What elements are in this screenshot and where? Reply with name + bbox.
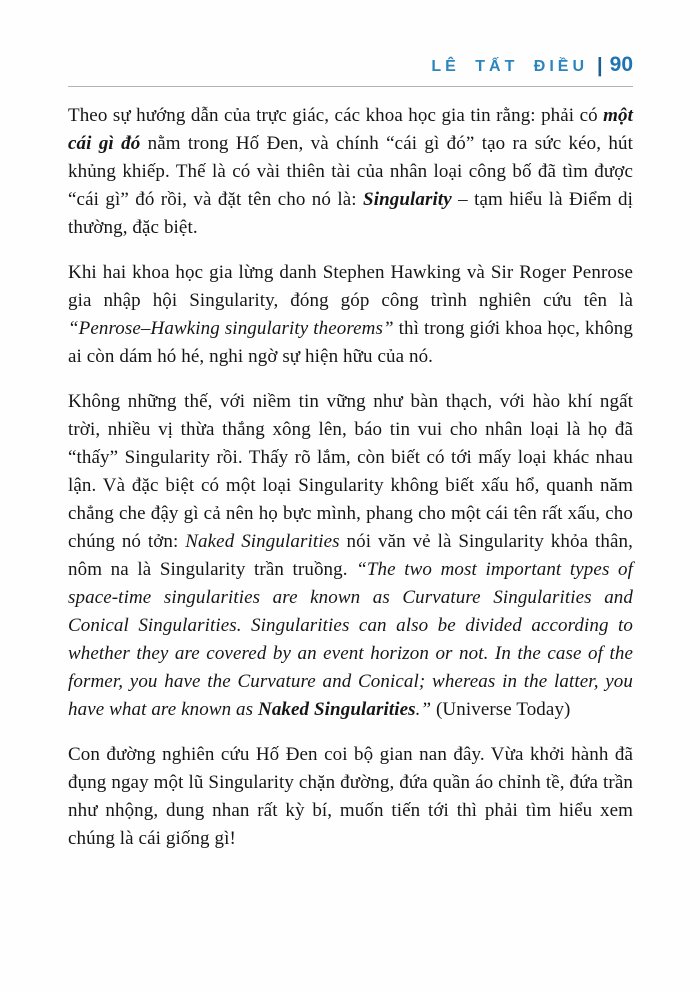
header-rule [68, 86, 633, 87]
running-head-author: LÊ TẤT ĐIỀU [431, 58, 589, 75]
page-number: 90 [609, 53, 633, 76]
text-run: Con đường nghiên cứu Hố Đen coi bộ gian nan đây. Vừa khởi hành đã đụng ngay một lũ Singularity chặn đường, đứa quần áo chỉnh tề, đứa trần như nhộng, dung nhan rất kỳ bí, muốn tiến tới thì phải tìm hiểu xem chúng là cái giống gì! [68, 744, 633, 849]
text-run: Khi hai khoa học gia lừng danh Stephen Hawking và Sir Roger Penrose gia nhập hội Singularity, đóng góp công trình nghiên cứu tên là [68, 262, 633, 311]
text-run: .” [415, 699, 432, 720]
text-run: Singularity [363, 189, 452, 210]
text-run: Theo sự hướng dẫn của trực giác, các khoa học gia tin rằng: phải có [68, 105, 604, 126]
page-body [68, 102, 633, 853]
paragraph-3 [68, 388, 633, 724]
text-run: một cái gì đó [68, 105, 633, 154]
text-run: Naked Singularities [258, 699, 416, 720]
text-run: – tạm hiểu là Điểm dị thường, đặc biệt. [68, 189, 634, 238]
paragraph-4 [68, 741, 633, 853]
text-run: Không những thế, với niềm tin vững như bàn thạch, với hào khí ngất trời, nhiều vị thừa thắng xông lên, báo tin vui cho nhân loại là họ đã “thấy” Singularity rồi. Thấy rõ lắm, còn biết có tới mấy loại khác nhau lận. Và đặc biệt có một loại Singularity không biết xấu hổ, quanh năm chẳng che đậy gì cả nên họ bực mình, phang cho một cái tên rất xấu, cho chúng nó tởn: [68, 391, 633, 552]
header-separator: | [597, 55, 603, 77]
paragraph-1 [68, 102, 633, 242]
text-run: “Penrose–Hawking singularity theorems” [68, 318, 394, 339]
running-header [68, 52, 633, 80]
text-run: (Universe Today) [431, 699, 571, 720]
text-run: nằm trong Hố Đen, và chính “cái gì đó” tạo ra sức kéo, hút khủng khiếp. Thế là có vài thiên tài của nhân loại công bố đã tìm được “cái gì” đó rồi, và đặt tên cho nó là: [68, 133, 633, 210]
text-run: nói văn vẻ là Singularity khỏa thân, nôm na là Singularity trần truồng. [68, 531, 633, 580]
text-run: “The two most important types of space-time singularities are known as Curvature Singularities and Conical Singularities. Singularities can also be divided according to whether they are covered by an event horizon or not. In the case of the former, you have the Curvature and Conical; whereas in the latter, you have what are known as [68, 559, 633, 720]
paragraph-2 [68, 259, 633, 371]
text-run: thì trong giới khoa học, không ai còn dám hó hé, nghi ngờ sự hiện hữu của nó. [68, 318, 633, 367]
text-run: Naked Singularities [185, 531, 340, 552]
